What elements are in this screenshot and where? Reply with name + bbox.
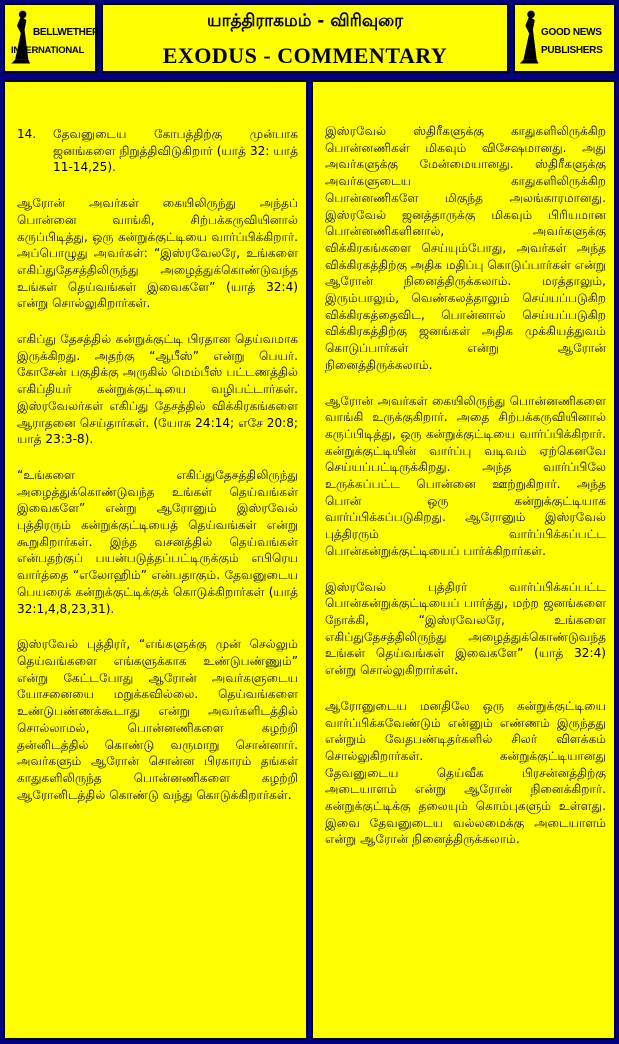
bellwether-logo <box>3 3 97 73</box>
title-box <box>101 3 509 73</box>
section-heading <box>17 126 298 176</box>
right-column <box>311 80 616 1040</box>
left-column <box>3 80 308 1040</box>
logo-right-line2: PUBLISHERS <box>541 45 603 56</box>
logo-right-line1: GOOD NEWS <box>541 27 602 38</box>
paragraph: ஆரோன் அவர்கள் கையிலிருந்து பொன்னணிகளை வாங்கி உருக்குகிறார். அதை சிற்பக்கருவியினால் கருப்பிடித்து, ஒரு கன்றுக்குட்டியை வார்ப்பிக்கிறார். கன்றுக்குட்டியின் வார்ப்பு வடிவம் ஏற்கெனவே செய்யப்பட்டிருக்கிறது. அந்த வார்ப்பிலே உருக்கப்பட்ட பொன்னை ஊற்றுகிறார். அந்த பொன் ஒரு கன்றுக்குட்டியாக வார்ப்பிக்கப்படுகிறது. ஆரோனும் இஸ்ரவேல் புத்திரரும் வார்ப்பிக்கப்பட்ட பொன்கன்றுக்குட்டியைப் பார்க்கிறார்கள். <box>325 393 606 558</box>
page-header <box>0 0 619 78</box>
good-news-logo <box>513 3 616 73</box>
title-tamil: யாத்திராகமம் - விரிவுரை <box>207 11 403 31</box>
paragraph: இஸ்ரவேல் ஸ்திரீகளுக்கு காதுகளிலிருக்கிற பொன்னணிகள் மிகவும் விசேஷமானது. அது அவர்களுக்கு மேன்மையானது. ஸ்திரீகளுக்கு அவர்களுடைய காதுகளிலிருக்கிற பொன்னணிகளே மிகுந்த அலங்காரமானது. இஸ்ரவேல் ஜனத்தாருக்கு மிகவும் பிரியமான பொன்னணிகளினால், அவர்களுக்கு விக்கிரகங்களை செய்யும்போது, அவர்கள் அந்த விக்கிரகத்திற்கு அதிக மதிப்பு கொடுப்பார்கள் என்று ஆரோன் நினைத்திருக்கலாம். மரத்தாலும், இரும்பாலும், வெண்கலத்தாலும் செய்யப்படுகிற விக்கிரகத்தைவிட, பொன்னால் செய்யப்படுகிற விக்கிரகத்திற்கு ஜனங்கள் அதிக முக்கியத்துவம் கொடுப்பார்கள் என்று ஆரோன் நினைத்திருக்கலாம். <box>325 124 607 372</box>
paragraph: எகிப்து தேசத்தில் கன்றுக்குட்டி பிரதான தெய்வமாக இருக்கிறது. அதற்கு “ஆபீஸ்” என்று பெயர். கோசேன் பகுதிக்கு அருகில் மெம்பீஸ் பட்டணத்தில் எகிப்தியர் கன்றுக்குட்டியை வழிபட்டார்கள். இஸ்ரவேலர்கள் எகிப்து தேசத்தில் விக்கிரகங்களை ஆராதனை செய்தார்கள். (யோசு 24:14; எசே 20:8; யாத் 23:3-8). <box>17 332 298 447</box>
paragraph: இஸ்ரவேல் புத்திரர், “எங்களுக்கு முன் செல்லும் தெய்வங்களை எங்களுக்காக உண்டுபண்ணும்” என்று கேட்டபோது ஆரோன் அவர்களுடைய யோசனையை மறுக்கவில்லை. தெய்வங்களை உண்டுபண்ணக்கூடாது என்று அவர்களிடத்தில் சொல்லாமல், பொன்னணிகளை கழற்றி தன்னிடத்தில் கொண்டு வருமாறு சொன்னார். அவர்களும் ஆரோன் சொன்ன பிரகாரம் தங்கள் காதுகளிலிருந்த பொன்னணிகளை கழற்றி ஆரோனிடத்தில் கொண்டு வந்து கொடுக்கிறார்கள். <box>17 637 298 802</box>
logo-left-line1: BELLWETHER <box>33 27 99 38</box>
heading-text: தேவனுடைய கோபத்திற்கு முன்பாக ஜனங்களை நிறுத்திவிடுகிறார் (யாத் 32: யாத் 11-14,25). <box>53 127 298 175</box>
item-number: 14. <box>17 127 37 141</box>
title-english: EXODUS - COMMENTARY <box>162 43 448 68</box>
paragraph: இஸ்ரவேல் புத்திரர் வார்ப்பிக்கப்பட்ட பொன்கன்றுக்குட்டியைப் பார்த்து, மற்ற ஜனங்களை நோக்கி, “இஸ்ரவேலரே, உங்களை எகிப்துதேசத்திலிருந்து அழைத்துக்கொண்டுவந்த உங்கள் தெய்வங்கள் இவைகளே” (யாத் 32:4) என்று சொல்லுகிறார்கள். <box>325 579 606 678</box>
paragraph: ஆரோனுடைய மனதிலே ஒரு கன்றுக்குட்டியை வார்ப்பிக்கவேண்டும் என்னும் எண்ணம் இருந்தது என்றும் வேதபண்டிதர்களில் சிலர் விளக்கம் சொல்லுகிறார்கள். கன்றுக்குட்டியானது தேவனுடைய தெய்வீக பிரசன்னத்திற்கு அடையாளம் என்று ஆரோன் நினைக்கிறார். கன்றுக்குட்டிக்கு தலையும் கொம்புகளும் உள்ளது. இவை தேவனுடைய வல்லமைக்கு அடையாளம் என்று ஆரோன் நினைத்திருக்கலாம். <box>325 698 606 847</box>
paragraph: “உங்களை எகிப்துதேசத்திலிருந்து அழைத்துக்கொண்டுவந்த உங்கள் தெய்வங்கள் இவைகளே” என்று ஆரோனும் இஸ்ரவேல் புத்திரரும் கன்றுக்குட்டியைத் தெய்வங்கள் என்று கூறுகிறார்கள். இந்த வசனத்தில் தெய்வங்கள் என்பதற்குப் பயன்படுத்தப்பட்டிருக்கும் எபிரெய வார்த்தை “எலோஹிம்” என்பதாகும். தேவனுடைய பெயரைக் கன்றுக்குட்டிக்குக் கொடுக்கிறார்கள் (யாத் 32:1,4,8,23,31). <box>17 467 298 616</box>
logo-left-line2: INTERNATIONAL <box>11 45 84 56</box>
paragraph: ஆரோன் அவர்கள் கையிலிருந்து அந்தப் பொன்னை வாங்கி, சிற்பக்கருவியினால் கருப்பிடித்து, ஒரு கன்றுக்குட்டியை வார்ப்பிக்கிறார். அப்பொழுது அவர்கள்: “இஸ்ரவேலரே, உங்களை எகிப்துதேசத்திலிருந்து அழைத்துக்கொண்டுவந்த உங்கள் தெய்வங்கள் இவைகளே” (யாத் 32:4) என்று சொல்லுகிறார்கள். <box>17 196 298 311</box>
